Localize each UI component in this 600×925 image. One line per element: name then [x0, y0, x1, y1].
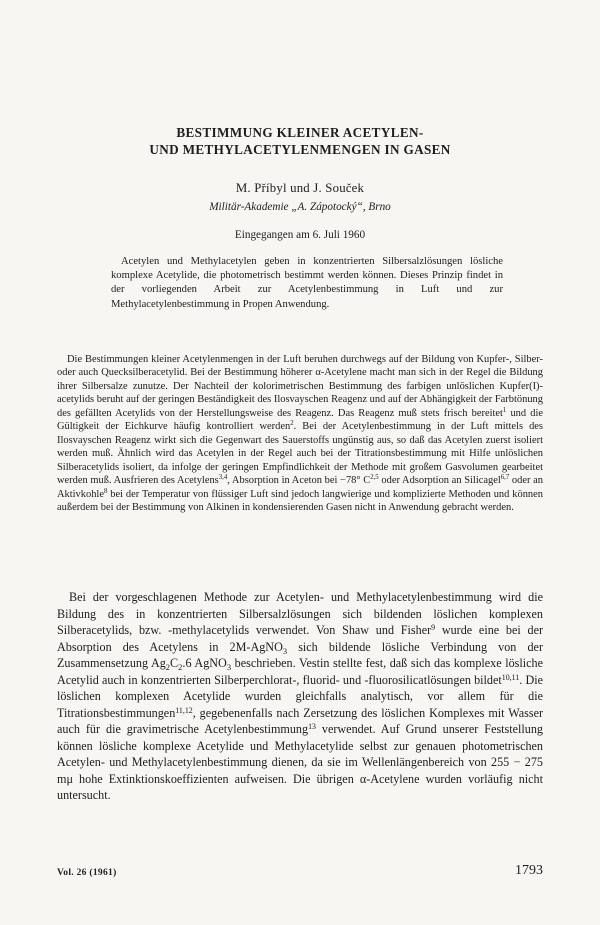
reference-marker: 2	[290, 420, 294, 428]
formula-subscript: 2	[178, 662, 183, 672]
received-date: Eingegangen am 6. Juli 1960	[234, 229, 366, 241]
reference-marker: 10,11	[501, 672, 520, 682]
paragraph-introduction: Die Bestimmungen kleiner Acetylenmengen in der Luft beruhen durchwegs auf der Bildung von Kupfer-, Silber- oder auch Quecksilberacetylid. Bei der Bestimmung höherer α-Acetylene macht man sich in der Regel die Bildung ihrer Silbersalze zunutze. Der Nachteil der kolorimetrischen Bestimmung des farbigen unlöslichen Kupfer(I)-acetylids beruht auf der geringen Beständigkeit des Ilosvayschen Reagenz und auf der Abhängigkeit der Farbtönung des gefällten Acetylids von der Herstellungsweise des Reagenz. Das Reagenz muß stets frisch bereitet$^1$ und die Gültigkeit der Eichkurve häufig kontrolliert werden$^2$. Bei der Acetylenbestimmung in der Luft mittels des Ilosvayschen Reagenz wirkt sich die Gegenwart des Sauerstoffs ungünstig aus, so daß das Acetylen zuerst isoliert werden muß. Ähnlich wird das Acetylen in der Regel auch bei der Titrationsbestimmung mit Hilfe unlöslichen Silberacetylids isoliert, da infolge der geringen Empfindlichkeit der Methode mit großem Gasvolumen gearbeitet werden muß. Ausfrieren des Acetylens$^{3,4}$, Absorption in Aceton bei −78° C$^{2,5}$ oder Adsorption an Silicagel$^{6,7}$ oder an Aktivkohle$^8$ bei der Temperatur von flüssiger Luft sind jedoch langwierige und komplizierte Methoden und können außerdem bei der Bestimmung von Alkinen in kondensierenden Gasen nicht in Anwendung gebracht werden.	[57, 354, 543, 513]
reference-marker: 1	[502, 406, 507, 414]
title-line-1: BESTIMMUNG KLEINER ACETYLEN-	[176, 125, 424, 140]
page-number: 1793	[515, 863, 543, 878]
reference-marker: 8	[103, 487, 108, 495]
reference-marker: 13	[308, 722, 316, 731]
reference-marker: 3,4	[218, 474, 228, 482]
article-title	[0, 124, 600, 158]
abstract: Acetylen und Methylacetylen geben in konzentrierten Silbersalzlösungen lösliche komplexe Acetylide, die photometrisch bestimmt werden können. Dieses Prinzip findet in der vorliegenden Arbeit zur Acetylenbestimmung in Luft und zur Methylacetylenbestimmung in Propen Anwendung.	[111, 256, 503, 310]
reference-marker: 9	[431, 623, 436, 632]
formula-subscript: 2	[165, 662, 171, 672]
paragraph-method: Bei der vorgeschlagenen Methode zur Acetylen- und Methylacetylenbestimmung wird die Bildung des in konzentrierten Silbersalzlösungen sich bildenden löslichen komplexen Silberacetylids, bzw. -methylacetylids verwendet. Von Shaw und Fisher$^9$ wurde eine bei der Absorption des Acetylens in 2M-AgNO$_3$ sich bildende lösliche Verbindung von der Zusammensetzung $Ag_2C_2.6$ AgNO$_3$ beschrieben. Vestin stellte fest, daß sich das komplexe lösliche Acetylid auch in konzentrierten Silberperchlorat-, fluorid- und -fluorosilicatlösungen bildet$^{10,11}$. Die löslichen komplexen Acetylide wurden gleichfalls analytisch, vor allem für die Titrationsbestimmungen$^{11,12}$, gegebenenfalls nach Zersetzung des löslichen Komplexes mit Wasser auch für die gravimetrische Acetylenbestimmung$^{13}$ verwendet. Auf Grund unserer Feststellung können lösliche komplexe Acetylide und Methylacetylide selbst zur genauen photometrischen Acetylen- und Methylacetylenbestimmung dienen, da sie im Wellenlängenbereich von 255 − 275 mμ hohe Extinktionskoeffizienten aufweisen. Die übrigen α-Acetylene wurden vorläufig nicht untersucht.	[57, 590, 543, 802]
affiliation: Militär-Akademie „A. Zápotocký“, Brno	[209, 201, 391, 213]
title-line-2: UND METHYLACETYLENMENGEN IN GASEN	[149, 142, 451, 157]
reference-marker: 2,5	[370, 474, 379, 482]
reference-marker: 11,12	[175, 705, 193, 715]
volume-label: Vol. 26 (1961)	[57, 868, 117, 878]
formula-subscript: 3	[282, 645, 288, 656]
reference-marker: 6,7	[500, 474, 510, 482]
formula-subscript: 3	[226, 662, 232, 672]
authors: M. Příbyl und J. Souček	[235, 181, 365, 195]
